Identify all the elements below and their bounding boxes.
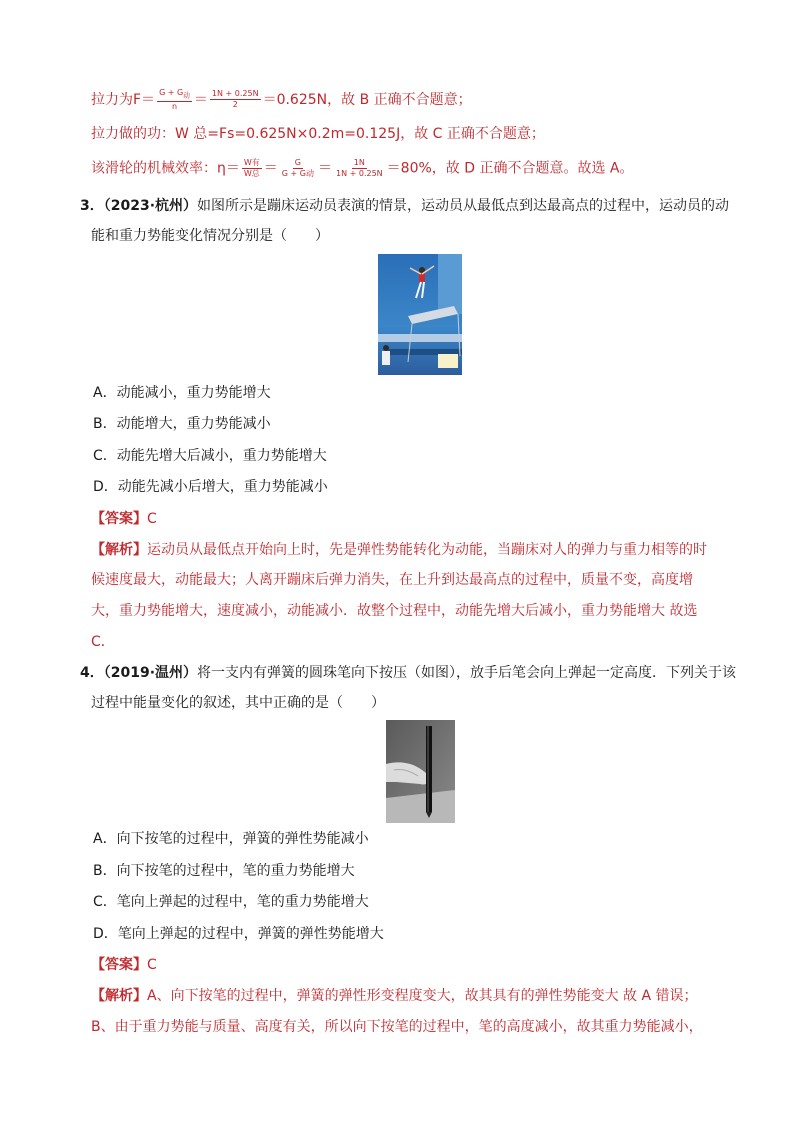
q3-analysis-line3: 大，重力势能增大，速度减小，动能减小．故整个过程中，动能先增大后减小，重力势能增大 故选 [91, 603, 698, 619]
q3-option-b: B．动能增大，重力势能减小 [93, 416, 271, 432]
q4-option-a: A．向下按笔的过程中，弹簧的弹性势能减小 [93, 831, 369, 847]
q3-analysis-line1: 【解析】运动员从最低点开始向上时，先是弹性势能转化为动能，当蹦床对人的弹力与重力相等的时 [91, 542, 707, 558]
q4-stem-line2: 过程中能量变化的叙述，其中正确的是（ ） [91, 695, 385, 711]
q3-analysis-line4: C． [91, 634, 115, 650]
q3-answer: 【答案】C [91, 511, 157, 527]
q3-number: 3． [80, 198, 104, 214]
q3-stem-line2: 能和重力势能变化情况分别是（ ） [91, 228, 329, 244]
fraction-g-over-n: $\frac{G + G_动}{n}$ [159, 88, 190, 111]
q3-option-a: A．动能减小，重力势能增大 [93, 385, 271, 401]
fraction-values: $\frac{1N + 0.25N}{2}$ [211, 89, 259, 110]
q4-analysis-line2: B、由于重力势能与质量、高度有关，所以向下按笔的过程中，笔的高度减小，故其重力势能减小， [91, 1019, 703, 1035]
q4-analysis-line1: 【解析】A、向下按笔的过程中，弹簧的弹性形变程度变大，故其具有的弹性势能变大 故 A 错误； [91, 988, 698, 1004]
solution-line-efficiency: 该滑轮的机械效率：η＝ $\frac{\text{W有}}{\text{W总}}$ ＝ $\frac{G}{\text{G + G动}}$ ＝ $\frac{1N}{1N + 0.25N}$ ＝80%，故 D 正确不合题意。故选 A。 [91, 158, 634, 178]
q3-analysis-line2: 候速度最大，动能最大；人离开蹦床后弹力消失，在上升到达最高点的过程中，质量不变，高度增 [91, 572, 693, 588]
pen-photo [386, 720, 455, 823]
q3-option-d: D．动能先减小后增大，重力势能减小 [93, 479, 328, 495]
trampoline-photo [378, 254, 462, 375]
solution-line-work: 拉力做的功：W 总=Fs=0.625N×0.2m=0.125J，故 C 正确不合题意； [91, 126, 545, 142]
fraction-g-ratio: $\frac{G}{\text{G + G动}}$ [281, 158, 314, 178]
fraction-value-ratio: $\frac{1N}{1N + 0.25N}$ [335, 158, 383, 178]
q4-stem-line1: 4．（2019·温州）将一支内有弹簧的圆珠笔向下按压（如图），放手后笔会向上弹起一定高度．下列关于该 [80, 665, 737, 681]
q4-option-b: B．向下按笔的过程中，笔的重力势能增大 [93, 863, 355, 879]
q4-number: 4． [80, 665, 104, 681]
q4-answer: 【答案】C [91, 957, 157, 973]
q3-stem-line1: 3．（2023·杭州）如图所示是蹦床运动员表演的情景，运动员从最低点到达最高点的过程中，运动员的动 [80, 198, 730, 214]
q3-source: （2023·杭州） [103, 198, 198, 214]
fraction-w-ratio: $\frac{\text{W有}}{\text{W总}}$ [243, 158, 260, 178]
q3-option-c: C．动能先增大后减小，重力势能增大 [93, 448, 327, 464]
solution-line-force: 拉力为F＝ $\frac{G + G_动}{n}$ ＝ $\frac{1N + 0.25N}{2}$ ＝0.625N，故 B 正确不合题意； [91, 88, 472, 111]
q4-source: （2019·温州） [103, 665, 198, 681]
q4-option-c: C．笔向上弹起的过程中，笔的重力势能增大 [93, 894, 369, 910]
q4-option-d: D．笔向上弹起的过程中，弹簧的弹性势能增大 [93, 926, 384, 942]
